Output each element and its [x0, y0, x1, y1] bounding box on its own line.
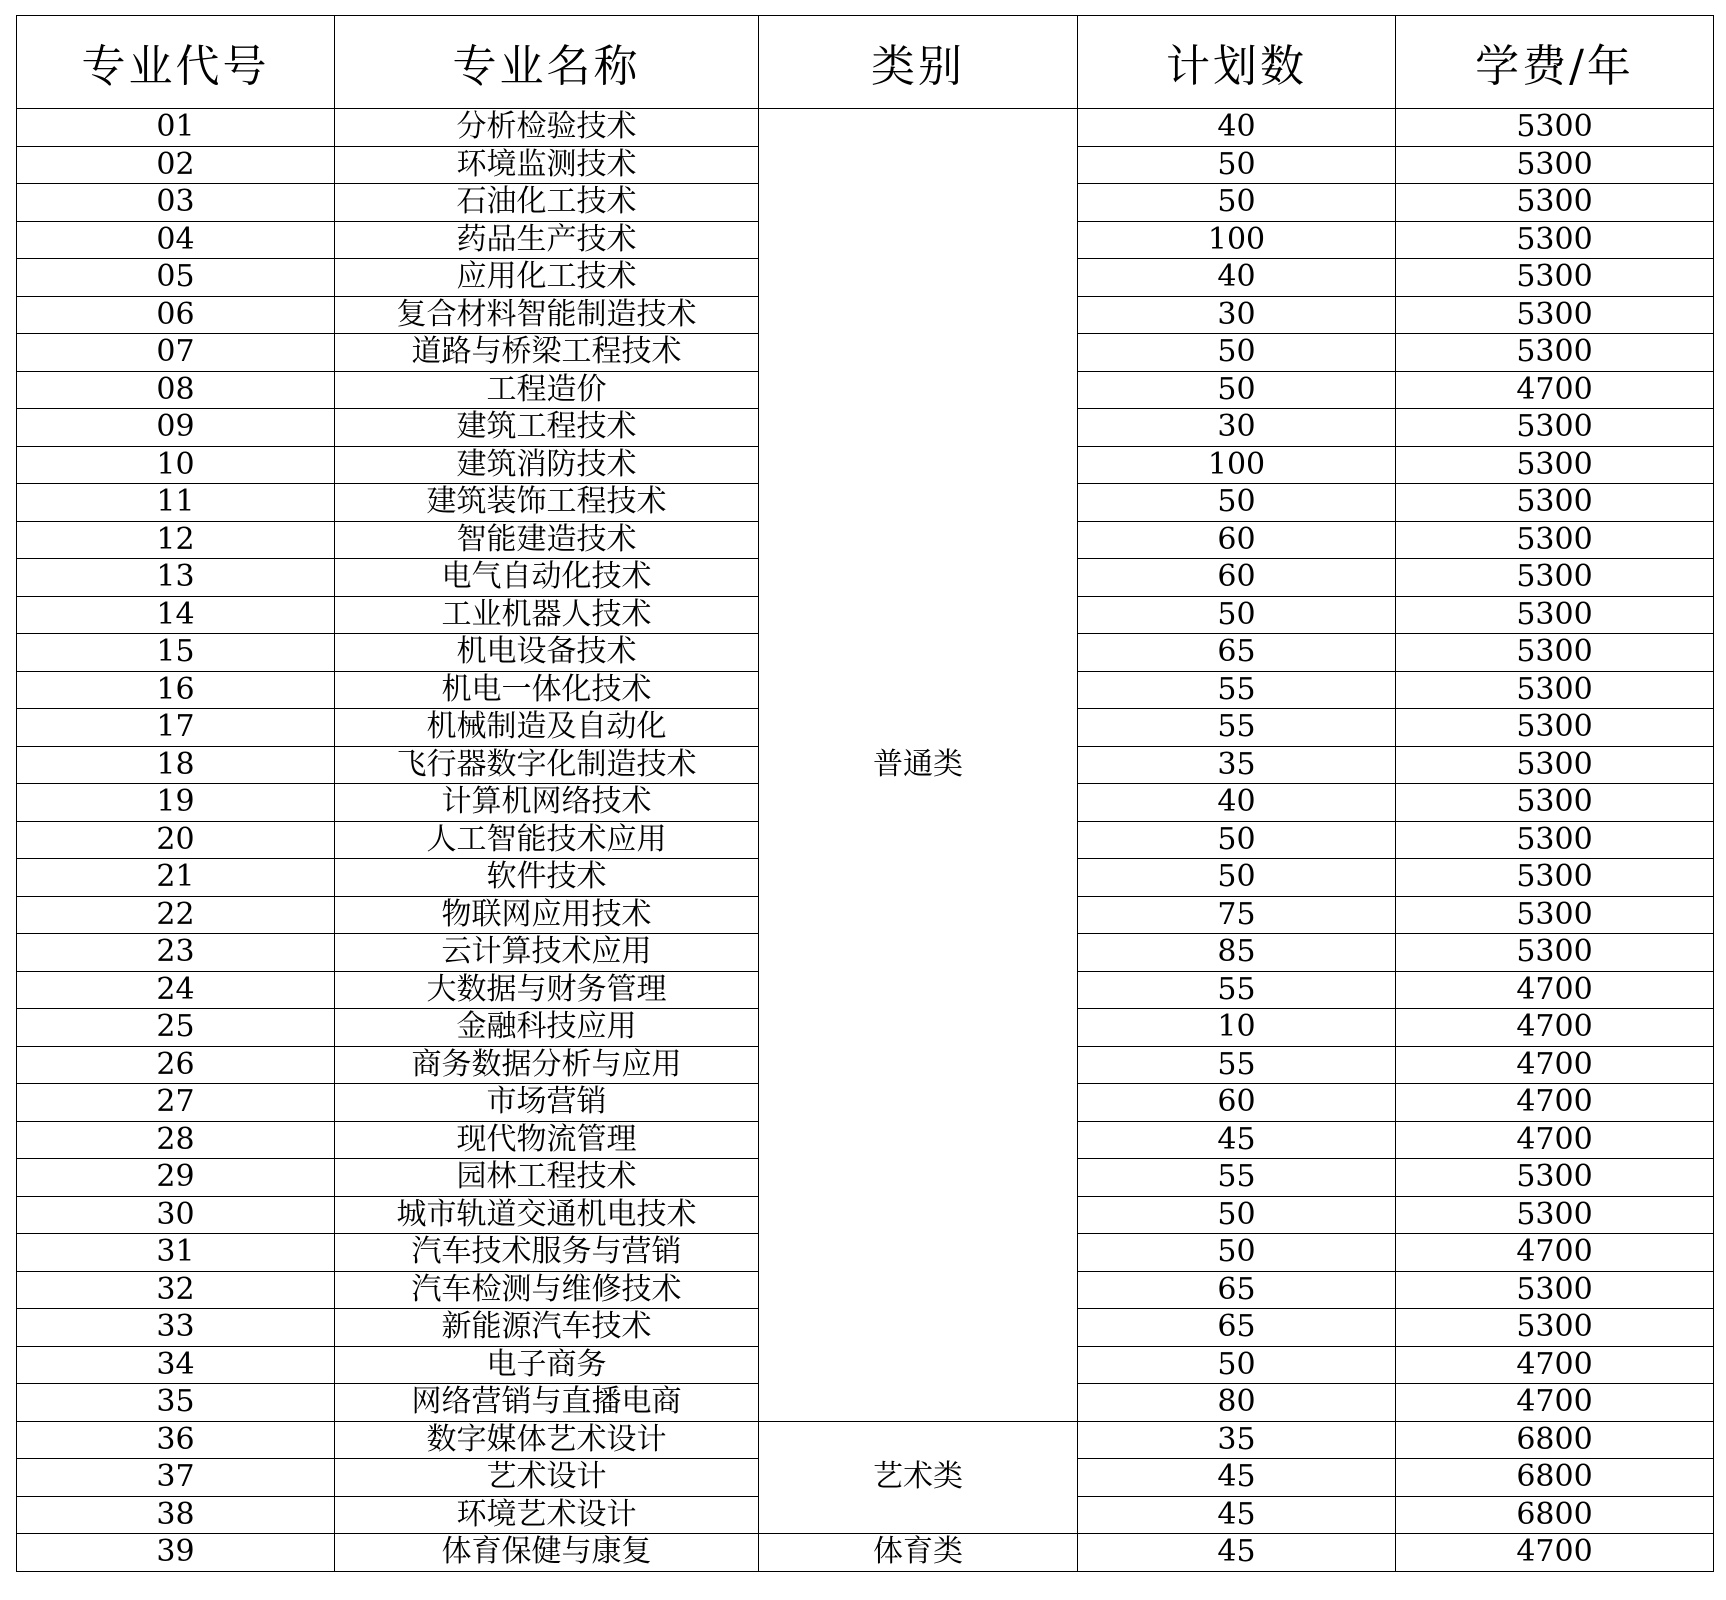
major-name-cell: 建筑装饰工程技术: [335, 484, 759, 522]
annual-fee-cell: 5300: [1396, 1196, 1714, 1234]
major-name-cell: 复合材料智能制造技术: [335, 296, 759, 334]
plan-count-cell: 50: [1078, 1234, 1396, 1272]
annual-fee-cell: 5300: [1396, 709, 1714, 747]
plan-count-cell: 55: [1078, 1046, 1396, 1084]
annual-fee-cell: 5300: [1396, 484, 1714, 522]
major-name-cell: 建筑工程技术: [335, 409, 759, 447]
table-row: [17, 109, 1714, 147]
plan-count-cell: 80: [1078, 1384, 1396, 1422]
annual-fee-cell: 6800: [1396, 1459, 1714, 1497]
annual-fee-cell: 5300: [1396, 671, 1714, 709]
major-name-cell: 大数据与财务管理: [335, 971, 759, 1009]
annual-fee-cell: 4700: [1396, 1084, 1714, 1122]
table-header: [17, 16, 1714, 109]
plan-count-cell: 35: [1078, 746, 1396, 784]
annual-fee-cell: 4700: [1396, 1234, 1714, 1272]
annual-fee-cell: 4700: [1396, 371, 1714, 409]
annual-fee-cell: 4700: [1396, 1121, 1714, 1159]
annual-fee-cell: 5300: [1396, 109, 1714, 147]
plan-count-cell: 55: [1078, 971, 1396, 1009]
major-code-cell: 04: [17, 221, 335, 259]
annual-fee-cell: 4700: [1396, 1534, 1714, 1572]
major-code-cell: 25: [17, 1009, 335, 1047]
major-name-cell: 工业机器人技术: [335, 596, 759, 634]
major-code-cell: 05: [17, 259, 335, 297]
header-row: [17, 16, 1714, 109]
plan-count-cell: 55: [1078, 671, 1396, 709]
major-name-cell: 机电设备技术: [335, 634, 759, 672]
plan-count-cell: 40: [1078, 259, 1396, 297]
major-name-cell: 机械制造及自动化: [335, 709, 759, 747]
major-enrollment-table: [16, 15, 1714, 1572]
plan-count-cell: 45: [1078, 1496, 1396, 1534]
plan-count-cell: 75: [1078, 896, 1396, 934]
plan-count-cell: 45: [1078, 1121, 1396, 1159]
header-annual-fee: 学费/年: [1396, 16, 1714, 109]
major-name-cell: 新能源汽车技术: [335, 1309, 759, 1347]
major-name-cell: 金融科技应用: [335, 1009, 759, 1047]
major-code-cell: 10: [17, 446, 335, 484]
major-code-cell: 21: [17, 859, 335, 897]
major-name-cell: 汽车检测与维修技术: [335, 1271, 759, 1309]
annual-fee-cell: 5300: [1396, 296, 1714, 334]
major-code-cell: 27: [17, 1084, 335, 1122]
annual-fee-cell: 5300: [1396, 409, 1714, 447]
major-name-cell: 工程造价: [335, 371, 759, 409]
plan-count-cell: 50: [1078, 371, 1396, 409]
major-name-cell: 园林工程技术: [335, 1159, 759, 1197]
plan-count-cell: 100: [1078, 221, 1396, 259]
header-category: 类别: [759, 16, 1078, 109]
major-code-cell: 20: [17, 821, 335, 859]
plan-count-cell: 50: [1078, 1346, 1396, 1384]
major-code-cell: 37: [17, 1459, 335, 1497]
major-code-cell: 22: [17, 896, 335, 934]
major-code-cell: 39: [17, 1534, 335, 1572]
plan-count-cell: 50: [1078, 334, 1396, 372]
major-name-cell: 艺术设计: [335, 1459, 759, 1497]
plan-count-cell: 60: [1078, 559, 1396, 597]
plan-count-cell: 55: [1078, 1159, 1396, 1197]
annual-fee-cell: 6800: [1396, 1496, 1714, 1534]
major-code-cell: 12: [17, 521, 335, 559]
major-code-cell: 02: [17, 146, 335, 184]
annual-fee-cell: 5300: [1396, 184, 1714, 222]
plan-count-cell: 65: [1078, 1309, 1396, 1347]
annual-fee-cell: 5300: [1396, 334, 1714, 372]
plan-count-cell: 65: [1078, 1271, 1396, 1309]
plan-count-cell: 45: [1078, 1459, 1396, 1497]
major-code-cell: 32: [17, 1271, 335, 1309]
plan-count-cell: 50: [1078, 484, 1396, 522]
annual-fee-cell: 5300: [1396, 259, 1714, 297]
major-code-cell: 38: [17, 1496, 335, 1534]
major-name-cell: 电气自动化技术: [335, 559, 759, 597]
annual-fee-cell: 5300: [1396, 146, 1714, 184]
header-major-name: 专业名称: [335, 16, 759, 109]
annual-fee-cell: 5300: [1396, 521, 1714, 559]
major-name-cell: 环境艺术设计: [335, 1496, 759, 1534]
plan-count-cell: 100: [1078, 446, 1396, 484]
major-code-cell: 36: [17, 1421, 335, 1459]
plan-count-cell: 50: [1078, 859, 1396, 897]
annual-fee-cell: 5300: [1396, 596, 1714, 634]
annual-fee-cell: 5300: [1396, 821, 1714, 859]
major-name-cell: 汽车技术服务与营销: [335, 1234, 759, 1272]
major-code-cell: 19: [17, 784, 335, 822]
table-body: [17, 109, 1714, 1572]
annual-fee-cell: 4700: [1396, 971, 1714, 1009]
major-code-cell: 08: [17, 371, 335, 409]
annual-fee-cell: 5300: [1396, 1271, 1714, 1309]
major-code-cell: 06: [17, 296, 335, 334]
major-name-cell: 云计算技术应用: [335, 934, 759, 972]
plan-count-cell: 30: [1078, 296, 1396, 334]
annual-fee-cell: 5300: [1396, 896, 1714, 934]
major-code-cell: 18: [17, 746, 335, 784]
major-name-cell: 应用化工技术: [335, 259, 759, 297]
plan-count-cell: 50: [1078, 184, 1396, 222]
major-name-cell: 药品生产技术: [335, 221, 759, 259]
major-name-cell: 分析检验技术: [335, 109, 759, 147]
annual-fee-cell: 4700: [1396, 1009, 1714, 1047]
major-code-cell: 29: [17, 1159, 335, 1197]
annual-fee-cell: 5300: [1396, 221, 1714, 259]
plan-count-cell: 30: [1078, 409, 1396, 447]
major-name-cell: 人工智能技术应用: [335, 821, 759, 859]
major-code-cell: 14: [17, 596, 335, 634]
major-code-cell: 28: [17, 1121, 335, 1159]
annual-fee-cell: 4700: [1396, 1384, 1714, 1422]
major-name-cell: 石油化工技术: [335, 184, 759, 222]
annual-fee-cell: 5300: [1396, 784, 1714, 822]
major-name-cell: 现代物流管理: [335, 1121, 759, 1159]
annual-fee-cell: 5300: [1396, 634, 1714, 672]
category-cell: 普通类: [759, 109, 1078, 1422]
major-name-cell: 体育保健与康复: [335, 1534, 759, 1572]
plan-count-cell: 40: [1078, 784, 1396, 822]
major-code-cell: 23: [17, 934, 335, 972]
major-name-cell: 环境监测技术: [335, 146, 759, 184]
annual-fee-cell: 5300: [1396, 746, 1714, 784]
major-name-cell: 电子商务: [335, 1346, 759, 1384]
plan-count-cell: 50: [1078, 146, 1396, 184]
annual-fee-cell: 5300: [1396, 859, 1714, 897]
major-code-cell: 31: [17, 1234, 335, 1272]
plan-count-cell: 45: [1078, 1534, 1396, 1572]
table-row: [17, 1534, 1714, 1572]
major-name-cell: 飞行器数字化制造技术: [335, 746, 759, 784]
major-code-cell: 24: [17, 971, 335, 1009]
major-name-cell: 道路与桥梁工程技术: [335, 334, 759, 372]
annual-fee-cell: 4700: [1396, 1346, 1714, 1384]
plan-count-cell: 10: [1078, 1009, 1396, 1047]
plan-count-cell: 65: [1078, 634, 1396, 672]
major-code-cell: 26: [17, 1046, 335, 1084]
plan-count-cell: 85: [1078, 934, 1396, 972]
major-code-cell: 09: [17, 409, 335, 447]
plan-count-cell: 50: [1078, 1196, 1396, 1234]
plan-count-cell: 50: [1078, 596, 1396, 634]
annual-fee-cell: 5300: [1396, 1159, 1714, 1197]
major-name-cell: 建筑消防技术: [335, 446, 759, 484]
major-name-cell: 机电一体化技术: [335, 671, 759, 709]
category-cell: 体育类: [759, 1534, 1078, 1572]
plan-count-cell: 55: [1078, 709, 1396, 747]
header-major-code: 专业代号: [17, 16, 335, 109]
major-code-cell: 16: [17, 671, 335, 709]
plan-count-cell: 60: [1078, 521, 1396, 559]
major-code-cell: 03: [17, 184, 335, 222]
major-name-cell: 智能建造技术: [335, 521, 759, 559]
major-name-cell: 数字媒体艺术设计: [335, 1421, 759, 1459]
annual-fee-cell: 5300: [1396, 1309, 1714, 1347]
annual-fee-cell: 5300: [1396, 446, 1714, 484]
annual-fee-cell: 5300: [1396, 934, 1714, 972]
major-code-cell: 01: [17, 109, 335, 147]
major-name-cell: 商务数据分析与应用: [335, 1046, 759, 1084]
table-row: [17, 1421, 1714, 1459]
major-name-cell: 物联网应用技术: [335, 896, 759, 934]
major-name-cell: 市场营销: [335, 1084, 759, 1122]
plan-count-cell: 40: [1078, 109, 1396, 147]
major-code-cell: 15: [17, 634, 335, 672]
major-code-cell: 11: [17, 484, 335, 522]
major-code-cell: 30: [17, 1196, 335, 1234]
category-cell: 艺术类: [759, 1421, 1078, 1534]
major-name-cell: 网络营销与直播电商: [335, 1384, 759, 1422]
major-code-cell: 34: [17, 1346, 335, 1384]
annual-fee-cell: 5300: [1396, 559, 1714, 597]
plan-count-cell: 60: [1078, 1084, 1396, 1122]
major-code-cell: 07: [17, 334, 335, 372]
plan-count-cell: 35: [1078, 1421, 1396, 1459]
annual-fee-cell: 4700: [1396, 1046, 1714, 1084]
major-name-cell: 计算机网络技术: [335, 784, 759, 822]
major-name-cell: 软件技术: [335, 859, 759, 897]
major-code-cell: 17: [17, 709, 335, 747]
major-code-cell: 13: [17, 559, 335, 597]
header-plan-count: 计划数: [1078, 16, 1396, 109]
major-name-cell: 城市轨道交通机电技术: [335, 1196, 759, 1234]
major-code-cell: 33: [17, 1309, 335, 1347]
major-code-cell: 35: [17, 1384, 335, 1422]
plan-count-cell: 50: [1078, 821, 1396, 859]
annual-fee-cell: 6800: [1396, 1421, 1714, 1459]
